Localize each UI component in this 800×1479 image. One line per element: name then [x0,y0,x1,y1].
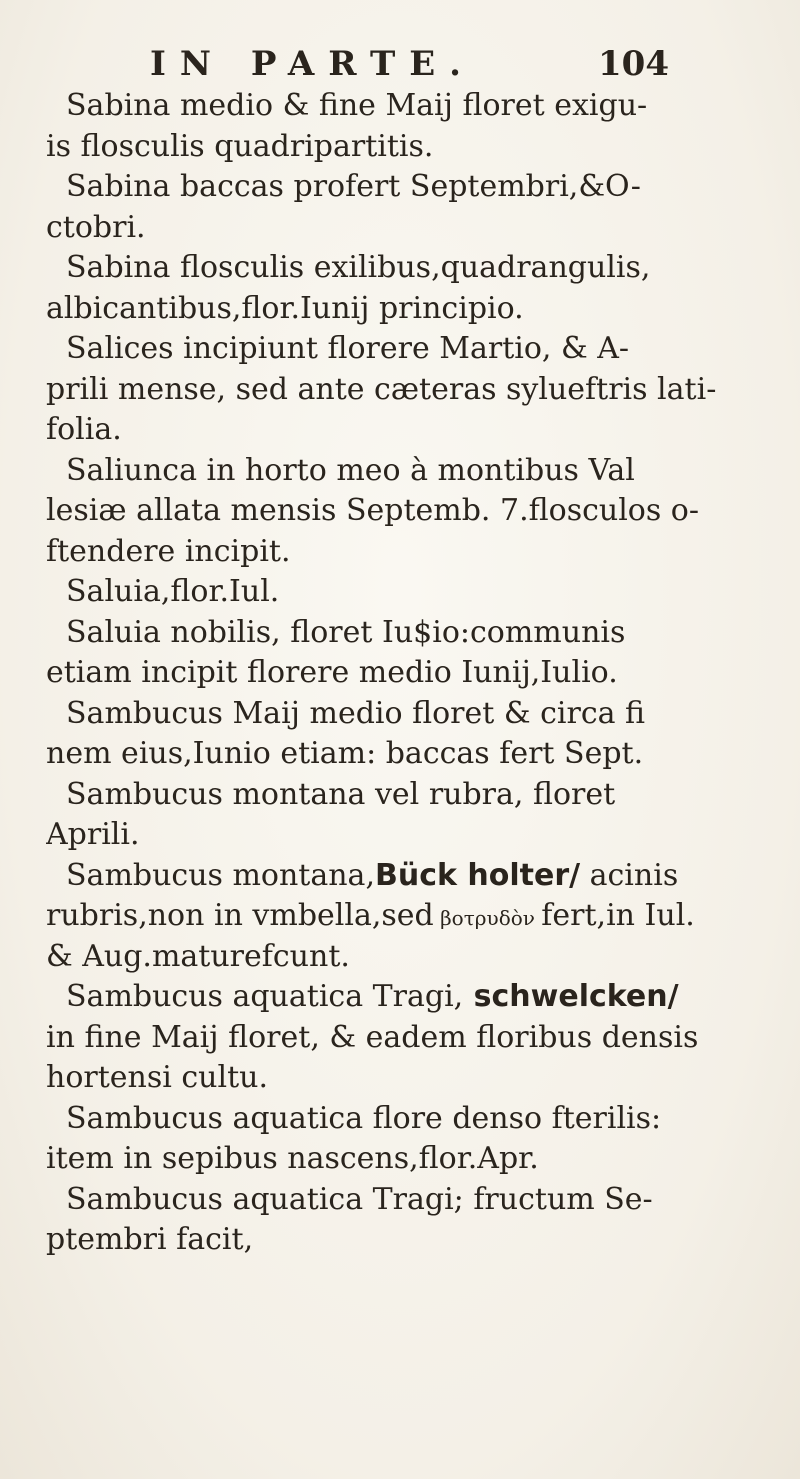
text-line [46,572,786,613]
line-text: rubris,non in vmbella,sed [46,898,434,933]
line-text: nem eius,Iunio etiam: baccas fert Sept. [46,736,644,771]
text-line [46,1099,786,1140]
text-line [46,734,786,775]
line-text: Saluia,flor.Iul. [66,574,280,609]
line-text-continued: acinis [580,857,679,893]
line-text: prili mense, sed ante cæteras sylueftris lati- [46,371,717,407]
text-line [46,1058,786,1099]
line-text: Sabina flosculis exilibus,quadrangulis, [66,250,651,285]
line-text: Sambucus aquatica flore denso fterilis: [66,1100,662,1136]
page-header [0,34,800,82]
line-text: Aprili. [46,817,140,852]
text-line [46,532,786,573]
text-line [46,248,786,289]
line-text: Sambucus aquatica Tragi, [66,979,464,1014]
line-text: folia. [46,412,122,447]
text-line [46,937,786,978]
text-line [46,613,786,654]
text-line [46,410,786,451]
line-text-continued: fert,in Iul. [541,898,695,933]
text-line [46,1018,786,1059]
line-text: Sabina baccas profert Septembri,&O- [66,169,641,204]
text-line [46,896,786,937]
line-text: ftendere incipit. [46,533,291,569]
text-line [46,127,786,168]
text-line [46,1180,786,1221]
line-text: Saluia nobilis, floret Iu$io:communis [66,614,626,650]
line-text: Saliunca in horto meo à montibus Val [66,452,635,488]
text-line [46,815,786,856]
line-text: Sambucus Maij medio floret & circa fi [66,695,646,731]
line-text: is flosculis quadripartitis. [46,128,434,164]
running-head: IN PARTE. [150,44,476,84]
text-line [46,653,786,694]
line-text: ptembri facit, [46,1222,254,1257]
line-text: lesiæ allata mensis Septemb. 7.flosculos o- [46,493,699,528]
text-line [46,856,786,897]
text-line [46,775,786,816]
greek-word: βοτρυδὸν [433,906,542,930]
vernacular-name: schwelcken/ [463,979,679,1014]
line-text: Salices incipiunt florere Martio, & A- [66,331,630,366]
text-line [46,451,786,492]
line-text: item in sepibus nascens,flor.Apr. [46,1141,539,1176]
text-line [46,1220,786,1261]
line-text: Sambucus montana, [66,857,375,893]
text-line [46,208,786,249]
page-number: 104 [598,44,669,84]
line-text: ctobri. [46,209,146,245]
line-text: in fine Maij floret, & eadem floribus densis [46,1019,699,1055]
body-text [46,86,786,1261]
line-text: hortensi cultu. [46,1060,269,1095]
line-text: Sambucus aquatica Tragi; fructum Se- [66,1181,653,1217]
text-line [46,370,786,411]
line-text: Sabina medio & fine Maij floret exigu- [66,88,648,123]
text-line [46,977,786,1018]
text-line [46,289,786,330]
line-text: etiam incipit florere medio Iunij,Iulio. [46,655,618,690]
vernacular-name: Bück holter/ [374,857,581,893]
text-line [46,329,786,370]
text-line [46,491,786,532]
text-line [46,694,786,735]
line-text: albicantibus,flor.Iunij principio. [46,290,524,326]
line-text: Sambucus montana vel rubra, floret [66,776,616,812]
text-line [46,167,786,208]
line-text: & Aug.maturefcunt. [46,938,350,974]
text-line [46,86,786,127]
text-line [46,1139,786,1180]
